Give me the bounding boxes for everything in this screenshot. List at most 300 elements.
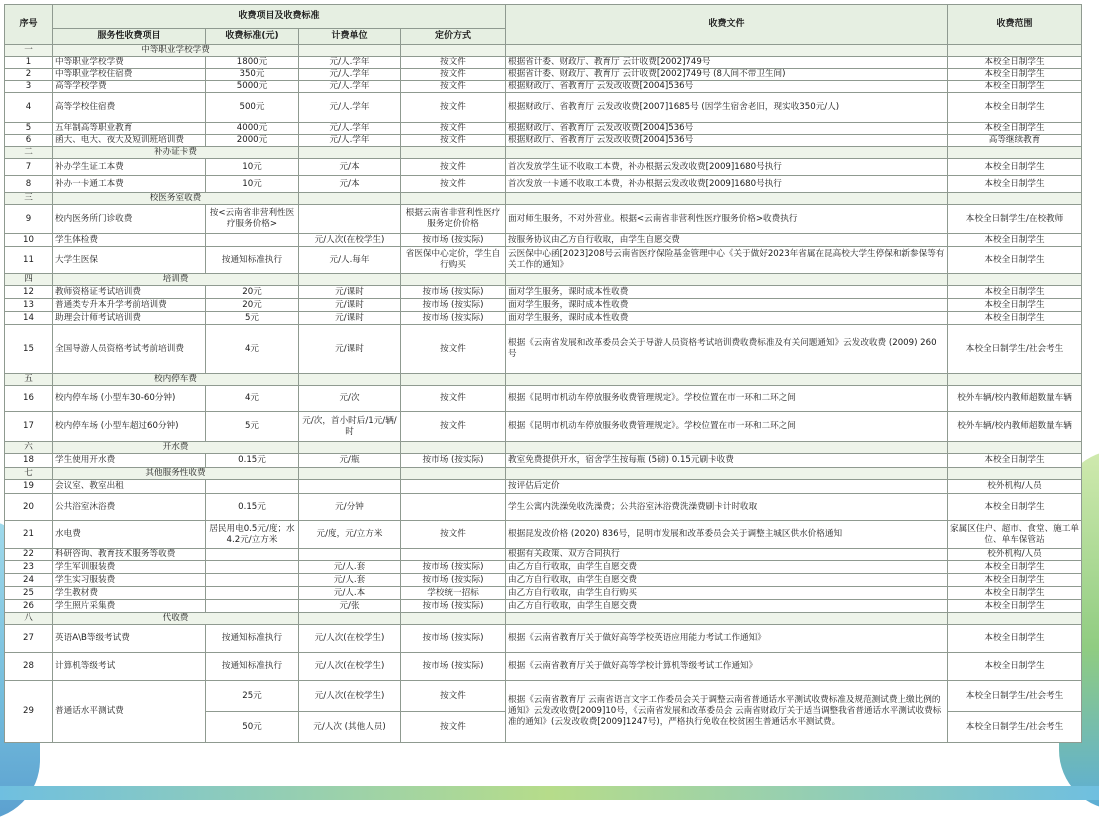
row-document: 根据财政厅、省教育厅 云发改收费[2004]536号	[506, 123, 948, 135]
row-standard: 按通知标准执行	[206, 247, 299, 274]
header-seq: 序号	[5, 5, 53, 45]
row-scope: 本校全日制学生	[948, 234, 1082, 247]
row-document: 面对学生服务，课时成本性收费	[506, 286, 948, 299]
row-pricing	[401, 494, 506, 521]
row-pricing: 按文件	[401, 159, 506, 176]
row-unit: 元/瓶	[299, 454, 401, 468]
section-cell-empty	[401, 193, 506, 205]
table-row	[5, 681, 1082, 712]
row-scope: 本校全日制学生	[948, 93, 1082, 123]
row-item: 校内医务所门诊收费	[53, 205, 206, 234]
section-cell-empty	[506, 147, 948, 159]
section-title: 校内停车费	[53, 374, 299, 386]
section-cell-empty	[506, 613, 948, 625]
row-unit: 元/人.本	[299, 587, 401, 600]
row-document: 根据省计委、财政厅、教育厅 云计收费[2002]749号 (8人间不带卫生间)	[506, 69, 948, 81]
table-row	[5, 299, 1082, 312]
row-pricing: 按市场 (按实际)	[401, 574, 506, 587]
section-cell-empty	[401, 45, 506, 57]
row-standard: 4元	[206, 325, 299, 374]
row-number: 10	[5, 234, 53, 247]
row-standard	[206, 574, 299, 587]
row-unit: 元/人.学年	[299, 135, 401, 147]
row-item: 中等职业学校住宿费	[53, 69, 206, 81]
section-cell-empty	[948, 193, 1082, 205]
row-item: 科研咨询、教育技术服务等收费	[53, 549, 206, 561]
row-standard: 20元	[206, 299, 299, 312]
row-unit: 元/课时	[299, 286, 401, 299]
section-cell-empty	[506, 374, 948, 386]
row-unit: 元/本	[299, 176, 401, 193]
row-pricing: 省医保中心定价，学生自行购买	[401, 247, 506, 274]
section-cell-empty	[506, 193, 948, 205]
row-pricing: 按市场 (按实际)	[401, 286, 506, 299]
table-row	[5, 123, 1082, 135]
row-standard: 0.15元	[206, 494, 299, 521]
section-row	[5, 193, 1082, 205]
row-pricing: 按文件	[401, 135, 506, 147]
row-document: 按服务协议由乙方自行收取，由学生自愿交费	[506, 234, 948, 247]
row-scope: 校外机构/人员	[948, 549, 1082, 561]
row-number: 13	[5, 299, 53, 312]
row-unit: 元/人.套	[299, 574, 401, 587]
row-document: 首次发放一卡通不收取工本费，补办根据云发改收费[2009]1680号执行	[506, 176, 948, 193]
row-scope: 本校全日制学生	[948, 176, 1082, 193]
row-standard: 4元	[206, 386, 299, 412]
row-document: 根据《云南省教育厅关于做好高等学校计算机等级考试工作通知》	[506, 653, 948, 681]
row-scope: 本校全日制学生/社会考生	[948, 681, 1082, 712]
table-row	[5, 587, 1082, 600]
row-unit: 元/人次(在校学生)	[299, 653, 401, 681]
row-scope: 本校全日制学生	[948, 57, 1082, 69]
section-row	[5, 613, 1082, 625]
row-scope: 本校全日制学生/在校教师	[948, 205, 1082, 234]
section-number: 七	[5, 468, 53, 480]
row-unit: 元/人次 (其他人员)	[299, 712, 401, 743]
row-number: 25	[5, 587, 53, 600]
row-document: 根据省计委、财政厅、教育厅 云计收费[2002]749号	[506, 57, 948, 69]
row-item: 全国导游人员资格考试考前培训费	[53, 325, 206, 374]
row-number: 17	[5, 412, 53, 442]
row-scope: 本校全日制学生	[948, 625, 1082, 653]
table-row	[5, 549, 1082, 561]
row-number: 4	[5, 93, 53, 123]
section-cell-empty	[299, 45, 401, 57]
row-pricing: 按文件	[401, 712, 506, 743]
section-cell-empty	[401, 374, 506, 386]
row-document: 面对师生服务，不对外营业。根据<云南省非营利性医疗服务价格>收费执行	[506, 205, 948, 234]
row-standard: 居民用电0.5元/度；水4.2元/立方米	[206, 521, 299, 549]
row-scope: 本校全日制学生	[948, 653, 1082, 681]
row-document: 根据昆发改价格 (2020) 836号，昆明市发展和改革委员会关于调整主城区供水价格通知	[506, 521, 948, 549]
row-unit: 元/次	[299, 386, 401, 412]
row-item: 普通类专升本升学考前培训费	[53, 299, 206, 312]
row-pricing: 按文件	[401, 325, 506, 374]
row-document: 面对学生服务，课时成本性收费	[506, 312, 948, 325]
table-row	[5, 521, 1082, 549]
row-item: 助理会计师考试培训费	[53, 312, 206, 325]
row-number: 21	[5, 521, 53, 549]
row-standard	[206, 561, 299, 574]
table-body	[5, 45, 1082, 743]
row-unit: 元/度，元/立方米	[299, 521, 401, 549]
table-row	[5, 135, 1082, 147]
header-doc: 收费文件	[506, 5, 948, 45]
row-item: 会议室、教室出租	[53, 480, 206, 494]
row-pricing: 按文件	[401, 176, 506, 193]
row-number: 9	[5, 205, 53, 234]
row-scope: 校外机构/人员	[948, 480, 1082, 494]
row-item: 补办学生证工本费	[53, 159, 206, 176]
row-scope: 本校全日制学生	[948, 299, 1082, 312]
table-row	[5, 57, 1082, 69]
row-document: 根据财政厅、省教育厅 云发改收费[2004]536号	[506, 81, 948, 93]
fee-table	[4, 4, 1082, 743]
section-title: 中等职业学校学费	[53, 45, 299, 57]
section-cell-empty	[948, 613, 1082, 625]
row-standard: 2000元	[206, 135, 299, 147]
row-pricing: 按文件	[401, 69, 506, 81]
row-item: 学生体检费	[53, 234, 206, 247]
section-cell-empty	[299, 374, 401, 386]
row-scope: 本校全日制学生	[948, 600, 1082, 613]
row-standard	[206, 587, 299, 600]
row-document: 根据《云南省教育厅关于做好高等学校英语应用能力考试工作通知》	[506, 625, 948, 653]
row-number: 1	[5, 57, 53, 69]
row-document: 按评估后定价	[506, 480, 948, 494]
table-row	[5, 325, 1082, 374]
row-pricing: 按文件	[401, 93, 506, 123]
row-document: 由乙方自行收取，由学生自愿交费	[506, 600, 948, 613]
row-scope: 高等继续教育	[948, 135, 1082, 147]
header-scope: 收费范围	[948, 5, 1082, 45]
row-scope: 家属区住户、超市、食堂、施工单位、单车保管站	[948, 521, 1082, 549]
table-row	[5, 600, 1082, 613]
row-pricing: 按市场 (按实际)	[401, 653, 506, 681]
row-document: 根据财政厅、省教育厅 云发改收费[2007]1685号 (因学生宿舍老旧，现实收350元/人)	[506, 93, 948, 123]
row-standard: 25元	[206, 681, 299, 712]
row-pricing: 根据云南省非营利性医疗服务定价价格	[401, 205, 506, 234]
row-pricing: 按文件	[401, 123, 506, 135]
section-cell-empty	[506, 274, 948, 286]
section-title: 校医务室收费	[53, 193, 299, 205]
section-cell-empty	[948, 45, 1082, 57]
row-number: 23	[5, 561, 53, 574]
section-cell-empty	[948, 374, 1082, 386]
row-scope: 本校全日制学生	[948, 574, 1082, 587]
row-document: 教室免费提供开水，宿舍学生按每瓶 (5磅) 0.15元刷卡收费	[506, 454, 948, 468]
row-pricing	[401, 549, 506, 561]
section-cell-empty	[401, 613, 506, 625]
row-scope: 本校全日制学生	[948, 247, 1082, 274]
table-row	[5, 386, 1082, 412]
row-number: 22	[5, 549, 53, 561]
row-number: 19	[5, 480, 53, 494]
row-scope: 本校全日制学生	[948, 81, 1082, 93]
section-title: 其他服务性收费	[53, 468, 299, 480]
row-document: 根据《云南省教育厅 云南省语言文字工作委员会关于调整云南省普通话水平测试收费标准及规范测试费上缴比例的通知》云发改收费[2009]10号，《云南省发展和改革委员会 云南省财政厅关于适当调整我省普通话水平测试收费标准的通知》(云发改收费[2009]1247号)，严格执行免收在校贫困生普通话水平测试费。	[506, 681, 948, 743]
section-row	[5, 147, 1082, 159]
section-cell-empty	[299, 468, 401, 480]
row-number: 8	[5, 176, 53, 193]
section-cell-empty	[401, 442, 506, 454]
row-item: 学生教材费	[53, 587, 206, 600]
section-cell-empty	[948, 147, 1082, 159]
section-number: 六	[5, 442, 53, 454]
section-cell-empty	[401, 147, 506, 159]
row-unit: 元/人.学年	[299, 81, 401, 93]
row-document: 根据《昆明市机动车停放服务收费管理规定》。学校位置在市一环和二环之间	[506, 386, 948, 412]
row-unit: 元/课时	[299, 299, 401, 312]
table-row	[5, 412, 1082, 442]
row-number: 7	[5, 159, 53, 176]
table-row	[5, 494, 1082, 521]
row-unit: 元/人.学年	[299, 57, 401, 69]
section-row	[5, 274, 1082, 286]
row-scope: 校外车辆/校内教师超数量车辆	[948, 386, 1082, 412]
row-pricing: 学校统一招标	[401, 587, 506, 600]
row-pricing: 按市场 (按实际)	[401, 625, 506, 653]
section-title: 开水费	[53, 442, 299, 454]
table-row	[5, 234, 1082, 247]
row-unit: 元/人次(在校学生)	[299, 625, 401, 653]
row-scope: 本校全日制学生/社会考生	[948, 325, 1082, 374]
row-unit: 元/人次(在校学生)	[299, 681, 401, 712]
section-cell-empty	[948, 274, 1082, 286]
row-document: 云医保中心函[2023]208号云南省医疗保险基金管理中心《关于做好2023年省属在昆高校大学生停保和新参保等有关工作的通知》	[506, 247, 948, 274]
section-row	[5, 45, 1082, 57]
table-row	[5, 176, 1082, 193]
row-standard: 500元	[206, 93, 299, 123]
row-scope: 本校全日制学生	[948, 587, 1082, 600]
row-unit: 元/人.学年	[299, 123, 401, 135]
row-standard: 20元	[206, 286, 299, 299]
row-standard: 1800元	[206, 57, 299, 69]
row-item: 五年制高等职业教育	[53, 123, 206, 135]
header-standard: 收费标准(元)	[206, 29, 299, 45]
header-pricing: 定价方式	[401, 29, 506, 45]
section-cell-empty	[299, 147, 401, 159]
row-pricing: 按文件	[401, 412, 506, 442]
section-cell-empty	[506, 468, 948, 480]
row-standard: 0.15元	[206, 454, 299, 468]
row-standard: 4000元	[206, 123, 299, 135]
row-item: 英语A\B等级考试费	[53, 625, 206, 653]
row-number: 5	[5, 123, 53, 135]
row-document: 学生公寓内洗澡免收洗澡费；公共浴室沐浴费洗澡费刷卡计时收取	[506, 494, 948, 521]
row-number: 26	[5, 600, 53, 613]
section-cell-empty	[299, 193, 401, 205]
section-cell-empty	[506, 442, 948, 454]
table-row	[5, 625, 1082, 653]
row-number: 27	[5, 625, 53, 653]
row-scope: 本校全日制学生	[948, 494, 1082, 521]
row-standard: 按通知标准执行	[206, 653, 299, 681]
row-item: 水电费	[53, 521, 206, 549]
row-standard	[206, 549, 299, 561]
row-unit: 元/次，首小时后/1元/辆/时	[299, 412, 401, 442]
row-pricing: 按文件	[401, 386, 506, 412]
row-unit: 元/分钟	[299, 494, 401, 521]
section-number: 五	[5, 374, 53, 386]
table-row	[5, 480, 1082, 494]
row-number: 3	[5, 81, 53, 93]
header-unit: 计费单位	[299, 29, 401, 45]
row-document: 根据《昆明市机动车停放服务收费管理规定》。学校位置在市一环和二环之间	[506, 412, 948, 442]
row-item: 大学生医保	[53, 247, 206, 274]
section-number: 一	[5, 45, 53, 57]
table-row	[5, 574, 1082, 587]
table-row	[5, 286, 1082, 299]
row-number: 24	[5, 574, 53, 587]
table-row	[5, 653, 1082, 681]
section-cell-empty	[948, 442, 1082, 454]
row-item: 补办一卡通工本费	[53, 176, 206, 193]
row-item: 函大、电大、夜大及短训班培训费	[53, 135, 206, 147]
row-scope: 校外车辆/校内教师超数量车辆	[948, 412, 1082, 442]
row-pricing: 按文件	[401, 681, 506, 712]
table-row	[5, 205, 1082, 234]
row-number: 14	[5, 312, 53, 325]
row-item: 校内停车场 (小型车30-60分钟)	[53, 386, 206, 412]
table-row	[5, 159, 1082, 176]
row-item: 高等学校住宿费	[53, 93, 206, 123]
row-number: 15	[5, 325, 53, 374]
row-document: 根据财政厅、省教育厅 云发改收费[2004]536号	[506, 135, 948, 147]
table-header	[5, 5, 1082, 45]
section-row	[5, 374, 1082, 386]
table-row	[5, 93, 1082, 123]
row-scope: 本校全日制学生	[948, 561, 1082, 574]
section-number: 四	[5, 274, 53, 286]
row-unit	[299, 480, 401, 494]
section-title: 补办证卡费	[53, 147, 299, 159]
table-row	[5, 247, 1082, 274]
section-cell-empty	[299, 442, 401, 454]
row-item: 学生照片采集费	[53, 600, 206, 613]
row-pricing: 按市场 (按实际)	[401, 600, 506, 613]
header-item: 服务性收费项目	[53, 29, 206, 45]
section-cell-empty	[401, 274, 506, 286]
section-cell-empty	[299, 613, 401, 625]
row-number: 29	[5, 681, 53, 743]
row-number: 12	[5, 286, 53, 299]
row-scope: 本校全日制学生	[948, 159, 1082, 176]
row-pricing: 按文件	[401, 57, 506, 69]
row-standard: 按<云南省非营利性医疗服务价格>	[206, 205, 299, 234]
row-pricing	[401, 480, 506, 494]
row-unit: 元/本	[299, 159, 401, 176]
row-number: 28	[5, 653, 53, 681]
table-row	[5, 454, 1082, 468]
row-unit: 元/人.学年	[299, 69, 401, 81]
row-standard: 10元	[206, 176, 299, 193]
row-scope: 本校全日制学生	[948, 286, 1082, 299]
row-standard	[206, 234, 299, 247]
row-pricing: 按市场 (按实际)	[401, 312, 506, 325]
row-standard: 5元	[206, 412, 299, 442]
row-item: 校内停车场 (小型车超过60分钟)	[53, 412, 206, 442]
row-scope: 本校全日制学生	[948, 312, 1082, 325]
row-pricing: 按文件	[401, 81, 506, 93]
section-row	[5, 442, 1082, 454]
section-cell-empty	[299, 274, 401, 286]
row-scope: 本校全日制学生	[948, 69, 1082, 81]
row-standard: 5元	[206, 312, 299, 325]
row-document: 首次发放学生证不收取工本费，补办根据云发改收费[2009]1680号执行	[506, 159, 948, 176]
row-scope: 本校全日制学生	[948, 454, 1082, 468]
row-item: 学生军训服装费	[53, 561, 206, 574]
row-pricing: 按文件	[401, 521, 506, 549]
row-scope: 本校全日制学生	[948, 123, 1082, 135]
row-scope: 本校全日制学生/社会考生	[948, 712, 1082, 743]
row-standard	[206, 480, 299, 494]
section-number: 八	[5, 613, 53, 625]
row-document: 由乙方自行收取，由学生自行购买	[506, 587, 948, 600]
row-standard: 5000元	[206, 81, 299, 93]
section-row	[5, 468, 1082, 480]
row-number: 18	[5, 454, 53, 468]
table-row	[5, 561, 1082, 574]
row-pricing: 按市场 (按实际)	[401, 454, 506, 468]
row-number: 20	[5, 494, 53, 521]
row-number: 16	[5, 386, 53, 412]
row-document: 根据《云南省发展和改革委员会关于导游人员资格考试培训费收费标准及有关问题通知》云发改收费 (2009) 260号	[506, 325, 948, 374]
row-unit: 元/人.学年	[299, 93, 401, 123]
row-standard: 50元	[206, 712, 299, 743]
table-row	[5, 69, 1082, 81]
row-document: 由乙方自行收取，由学生自愿交费	[506, 574, 948, 587]
row-document: 根据有关政策、双方合同执行	[506, 549, 948, 561]
row-standard: 10元	[206, 159, 299, 176]
row-item: 中等职业学校学费	[53, 57, 206, 69]
row-item: 公共浴室沐浴费	[53, 494, 206, 521]
table-row	[5, 312, 1082, 325]
row-unit: 元/张	[299, 600, 401, 613]
row-number: 11	[5, 247, 53, 274]
row-number: 6	[5, 135, 53, 147]
section-title: 代收费	[53, 613, 299, 625]
table-row	[5, 81, 1082, 93]
section-number: 二	[5, 147, 53, 159]
row-item: 高等学校学费	[53, 81, 206, 93]
row-document: 由乙方自行收取，由学生自愿交费	[506, 561, 948, 574]
row-item: 学生使用开水费	[53, 454, 206, 468]
row-item: 学生实习服装费	[53, 574, 206, 587]
row-pricing: 按市场 (按实际)	[401, 561, 506, 574]
row-unit: 元/课时	[299, 312, 401, 325]
row-unit: 元/人次(在校学生)	[299, 234, 401, 247]
row-unit	[299, 205, 401, 234]
bottom-decoration	[0, 786, 1099, 800]
row-item: 计算机等级考试	[53, 653, 206, 681]
row-pricing: 按市场 (按实际)	[401, 299, 506, 312]
row-document: 面对学生服务，课时成本性收费	[506, 299, 948, 312]
section-title: 培训费	[53, 274, 299, 286]
section-number: 三	[5, 193, 53, 205]
row-unit	[299, 549, 401, 561]
section-cell-empty	[401, 468, 506, 480]
row-unit: 元/人.套	[299, 561, 401, 574]
row-standard	[206, 600, 299, 613]
row-item: 普通话水平测试费	[53, 681, 206, 743]
row-pricing: 按市场 (按实际)	[401, 234, 506, 247]
section-cell-empty	[506, 45, 948, 57]
row-item: 教师资格证考试培训费	[53, 286, 206, 299]
row-unit: 元/人.每年	[299, 247, 401, 274]
row-unit: 元/课时	[299, 325, 401, 374]
section-cell-empty	[948, 468, 1082, 480]
